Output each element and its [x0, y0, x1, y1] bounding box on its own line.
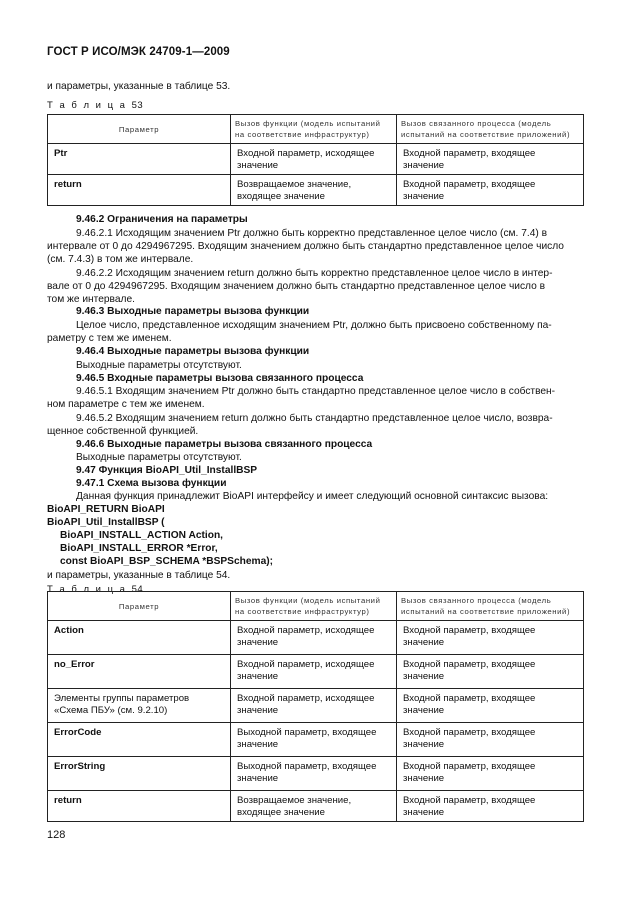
paragraph-line: щенное собственной функцией.	[47, 426, 199, 437]
caption-number: 53	[131, 100, 144, 111]
section-9-46-5-title: 9.46.5 Входные параметры вызова связанного процесса	[76, 373, 364, 384]
section-9-46-2-title: 9.46.2 Ограничения на параметры	[76, 214, 248, 225]
col-header-linked: Вызов связанного процесса (модель испытаний на соответствие приложений)	[397, 592, 584, 621]
table-row	[48, 175, 584, 206]
table-row	[48, 621, 584, 655]
caption-label: Т а б л и ц а	[47, 100, 127, 111]
section-9-47-1-title: 9.47.1 Схема вызова функции	[76, 478, 227, 489]
paragraph-line: 9.46.5.2 Входящим значением return должно быть стандартно представленное целое число, возвра-	[76, 413, 553, 424]
cell-param: ErrorCode	[48, 723, 231, 757]
table-54	[47, 591, 584, 822]
paragraph-line: Выходные параметры отсутствуют.	[76, 452, 242, 463]
col-header-linked: Вызов связанного процесса (модель испытаний на соответствие приложений)	[397, 115, 584, 144]
cell-linked: Входной параметр, входящее значение	[397, 144, 584, 175]
table-row	[48, 791, 584, 822]
table-row	[48, 723, 584, 757]
code-line: BioAPI_INSTALL_ERROR *Error,	[60, 543, 218, 554]
cell-call: Входной параметр, исходящее значение	[231, 655, 397, 689]
cell-param: Элементы группы параметров «Схема ПБУ» (см. 9.2.10)	[48, 689, 231, 723]
table-53	[47, 114, 584, 206]
caption-number: 54	[131, 584, 144, 595]
code-line: BioAPI_Util_InstallBSP (	[47, 517, 165, 528]
code-line: BioAPI_INSTALL_ACTION Action,	[60, 530, 223, 541]
section-9-47-title: 9.47 Функция BioAPI_Util_InstallBSP	[76, 465, 258, 476]
cell-call: Выходной параметр, входящее значение	[231, 723, 397, 757]
paragraph-line: интервале от 0 до 4294967295. Входящим значением должно быть стандартно представленное целое число	[47, 241, 564, 252]
cell-param: ErrorString	[48, 757, 231, 791]
cell-call: Входной параметр, исходящее значение	[231, 689, 397, 723]
col-header-call: Вызов функции (модель испытаний на соответствие инфраструктур)	[231, 592, 397, 621]
cell-call: Выходной параметр, входящее значение	[231, 757, 397, 791]
cell-linked: Входной параметр, входящее значение	[397, 757, 584, 791]
cell-linked: Входной параметр, входящее значение	[397, 689, 584, 723]
code-line: const BioAPI_BSP_SCHEMA *BSPSchema);	[60, 556, 274, 567]
cell-linked: Входной параметр, входящее значение	[397, 723, 584, 757]
cell-call: Входной параметр, исходящее значение	[231, 144, 397, 175]
cell-linked: Входной параметр, входящее значение	[397, 655, 584, 689]
cell-param: return	[48, 175, 231, 206]
table-row	[48, 689, 584, 723]
paragraph-line: вале от 0 до 4294967295. Входящим значением должно быть стандартно представленное целое число в	[47, 281, 546, 292]
document-header: ГОСТ Р ИСО/МЭК 24709-1—2009	[47, 46, 230, 58]
cell-param: no_Error	[48, 655, 231, 689]
paragraph-line: 9.46.5.1 Входящим значением Ptr должно быть стандартно представленное целое число в собствен-	[76, 386, 556, 397]
paragraph-line: (см. 7.4.3) в том же интервале.	[47, 254, 194, 265]
section-9-46-4-title: 9.46.4 Выходные параметры вызова функции	[76, 346, 310, 357]
paragraph-line: Данная функция принадлежит BioAPI интерфейсу и имеет следующий основной синтаксис вызова:	[76, 491, 549, 502]
cell-call: Входной параметр, исходящее значение	[231, 621, 397, 655]
paragraph-line: 9.46.2.1 Исходящим значением Ptr должно быть корректно представленное целое число (см. 7.4) в	[76, 228, 548, 239]
table-53-intro: и параметры, указанные в таблице 53.	[47, 81, 231, 92]
cell-param: return	[48, 791, 231, 822]
table-row	[48, 655, 584, 689]
caption-label: Т а б л и ц а	[47, 584, 127, 595]
section-9-46-6-title: 9.46.6 Выходные параметры вызова связанного процесса	[76, 439, 373, 450]
cell-call: Возвращаемое значение, входящее значение	[231, 175, 397, 206]
table-row	[48, 757, 584, 791]
cell-param: Ptr	[48, 144, 231, 175]
col-header-call: Вызов функции (модель испытаний на соответствие инфраструктур)	[231, 115, 397, 144]
paragraph-line: том же интервале.	[47, 294, 135, 305]
col-header-param: Параметр	[48, 115, 231, 144]
paragraph-line: ном параметре с тем же именем.	[47, 399, 205, 410]
paragraph-line: 9.46.2.2 Исходящим значением return должно быть корректно представленное целое число в интер-	[76, 268, 553, 279]
cell-linked: Входной параметр, входящее значение	[397, 791, 584, 822]
code-line: BioAPI_RETURN BioAPI	[47, 504, 165, 515]
paragraph-line: раметру с тем же именем.	[47, 333, 172, 344]
table-row	[48, 144, 584, 175]
cell-linked: Входной параметр, входящее значение	[397, 175, 584, 206]
page-number: 128	[47, 829, 66, 841]
paragraph-line: Целое число, представленное исходящим значением Ptr, должно быть присвоено собственному па-	[76, 320, 552, 331]
cell-param: Action	[48, 621, 231, 655]
section-9-46-3-title: 9.46.3 Выходные параметры вызова функции	[76, 306, 310, 317]
paragraph-line: Выходные параметры отсутствуют.	[76, 360, 242, 371]
table-54-intro: и параметры, указанные в таблице 54.	[47, 570, 231, 581]
cell-linked: Входной параметр, входящее значение	[397, 621, 584, 655]
table-53-caption	[47, 100, 143, 112]
col-header-param: Параметр	[48, 592, 231, 621]
cell-call: Возвращаемое значение, входящее значение	[231, 791, 397, 822]
